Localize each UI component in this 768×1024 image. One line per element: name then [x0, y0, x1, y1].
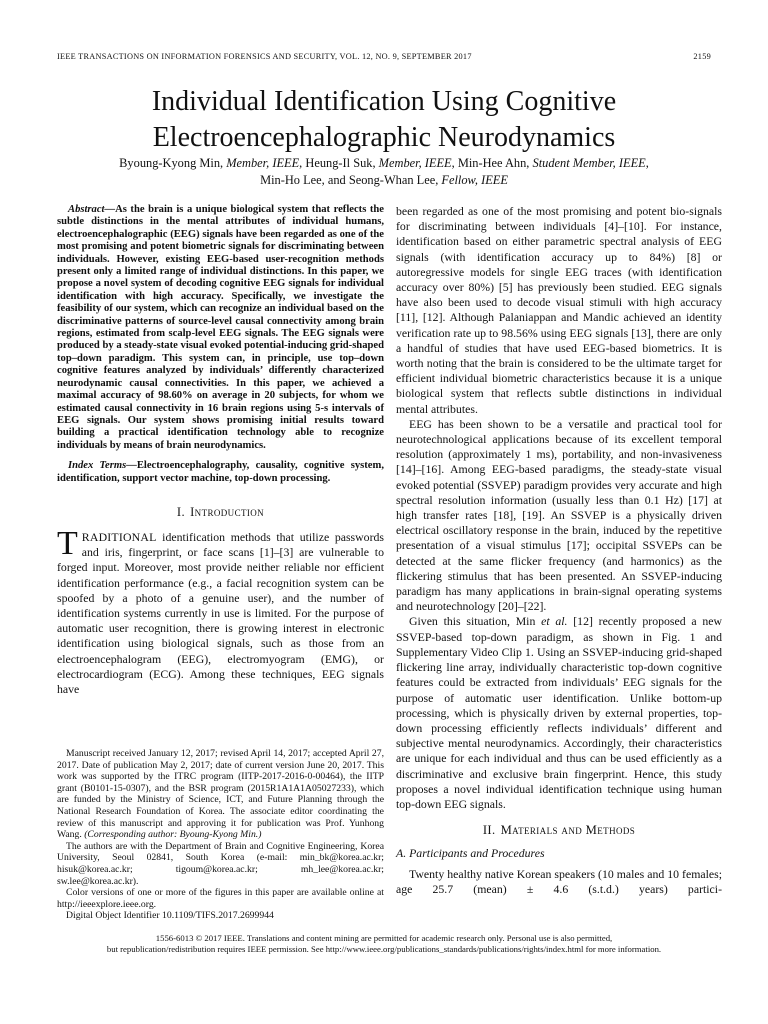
paragraph-eeg-tool: EEG has been shown to be a versatile and practical tool for neurotechnological applications because of its excellent temporal resolution (approximately 1 ms), portability, and non-invasiveness [14]–[16]. Among EEG-based paradigms, the steady-state visual evoked potential (SSVEP) paradigm provides very accurate and high spectral resolution information (usually less than 0.1 Hz) [17] at high transfer rates [18], [19]. An SSVEP is a physically driven electrical oscillatory response in the brain, induced by the repetitive presentation of a visual stimulus [17]; occipital SSVEPs can be detected at the same flicker frequency (and harmonics) as the flickering stimulus that has been presented. An SSVEP-inducing paradigm has many applications in brain-signal operating systems and neurotechnology [20]–[22].: [396, 416, 722, 614]
intro-text: identification methods that utilize passwords and iris, fingerprint, or face scans [1]–[3] are vulnerable to forged input. Moreover, most provide neither reliable nor efficient identification performance (e.g., a facial recognition system can be spoofed by a photo of a genuine user), and the number of identification systems currently in use is limited. For the purpose of automatic user recognition, there is growing interest in electronic identification using biological signals, such as those from an electroencephalogram (EEG), electromyogram (EMG), or electrocardiogram (ECG). Among these techniques, EEG signals have: [57, 529, 384, 696]
paragraph-min-etal: Given this situation, Min et al. [12] recently proposed a new SSVEP-based top-down paradigm, as shown in Fig. 1 and Supplementary Video Clip 1. Using an SSVEP-inducing grid-shaped flickering line array, individually characteristic top-down cognitive features could be extracted from individuals’ EEG signals for the purpose of automatic user identification. Unlike bottom-up processing, which is physically driven by external properties, top-down processing efficiently reflects individuals’ different and subjective mental neurodynamics. Accordingly, their characteristics are unique for each individual and thus can be used efficiently as a discriminative and exclusive brain fingerprint. Hence, this study proposes a novel individual identification technique using human top-down EEG signals.: [396, 614, 723, 811]
section-title: Introduction: [190, 504, 265, 519]
index-terms-label: Index Terms—: [68, 460, 137, 472]
page-number: 2159: [693, 52, 711, 61]
copyright-line-2: but republication/redistribution requires IEEE permission. See http://www.ieee.org/publications_standards/publications/rights/index.html for more information.: [106, 944, 662, 955]
author-line-2: Min-Ho Lee, and Seong-Whan Lee, Fellow, IEEE: [260, 172, 508, 187]
copyright-line-1: 1556-6013 © 2017 IEEE. Translations and content mining are permitted for academic research only. Personal use is also permitted,: [155, 933, 613, 943]
abstract-text: As the brain is a unique biological system that reflects the subtle distinctions in the mental attributes of individual humans, electroencephalographic (EEG) signals have been regarded as one of the most promising and potent biometric signals for discriminating between individuals. However, existing EEG-based user-recognition methods present only a limited range of individual distinctions. In this paper, we propose a novel system of decoding cognitive EEG signals for individual identification with high accuracy. Specifically, we investigate the feasibility of our system, which can recognize an individual based on the discriminative patterns of source-level causal connectivity among brain regions, estimated from scalp-level EEG signals. The EEG signals were produced by a steady-state visual evoked potential-inducing grid-shaped top–down paradigm. This system can, in principle, use top–down cognitive features analyzed by individuals’ differently characterized neurodynamic causal connectivities. In this paper, we achieved a maximal accuracy of 98.60% on average in 20 subjects, for whom we estimated causal connectivity in 16 brain regions using 5-s intervals of EEG signals. Our system shows promising initial results toward building a practical identification technology able to recognize individuals by means of brain neurodynamics.: [57, 204, 384, 451]
section-heading-methods: [396, 823, 722, 838]
journal-name: IEEE TRANSACTIONS ON INFORMATION FORENSICS AND SECURITY, VOL. 12, NO. 9, SEPTEMBER 2017: [57, 52, 472, 61]
paper-title-line-1: Individual Identification Using Cognitive: [151, 86, 617, 117]
section-numeral: I.: [176, 504, 186, 519]
copyright-footer: [0, 933, 768, 956]
intro-lead-word: RADITIONAL: [81, 529, 157, 544]
right-column: [396, 204, 722, 898]
intro-paragraph: [57, 524, 384, 697]
paper-title-line-2: Electroencephalographic Neurodynamics: [152, 122, 616, 153]
abstract: [57, 204, 384, 452]
index-terms: [57, 460, 384, 485]
author-block: [0, 155, 768, 188]
paper-title: [0, 84, 768, 156]
first-page-footnotes: [57, 748, 384, 922]
paragraph-participants: Twenty healthy native Korean speakers (10 males and 10 females; age 25.7 (mean) ± 4.6 (s.t.d.) years) partici-: [396, 867, 722, 897]
left-column: [57, 204, 384, 697]
footnote-doi: Digital Object Identifier 10.1109/TIFS.2017.2699944: [66, 910, 274, 922]
dropcap-letter: T: [57, 524, 78, 562]
footnote-affiliation: The authors are with the Department of Brain and Cognitive Engineering, Korea University, Seoul 02841, South Korea (e-mail: min_bk@korea.ac.kr; hisuk@korea.ac.kr; tigoum@korea.ac.kr; mh_lee@korea.ac.kr; sw.lee@korea.ac.kr).: [57, 840, 384, 887]
index-terms-text: Electroencephalography, causality, cognitive system, identification, support vector machine, top-down processing.: [57, 460, 384, 484]
paragraph-continuation: been regarded as one of the most promising and potent bio-signals for discriminating between individuals [4]–[10]. For instance, identification based on either parametric spectral analysis of EEG signals (with identification accuracy up to 84%) [8] or autoregressive models for single EEG traces (with identification accuracy over 80%) [5] has previously been studied. EEG signals have also been used to decode visual stimuli with high accuracy [11], [12]. Although Palaniappan and Mandic achieved an identity verification rate up to 98.56% using EEG signals [13], there are only a handful of studies that have used EEG-based biometrics. It is worth noting that the brain is considered to be the ultimate target for efficient individual biometric characteristics because it is a unique biological system that reflects subtle distinctions in individual mental attributes.: [396, 204, 722, 416]
footnote-manuscript: Manuscript received January 12, 2017; revised April 14, 2017; accepted April 27, 2017. Date of publication May 2, 2017; date of current version June 20, 2017. This work was supported by the ITRC program (IITP-2017-2016-0-00464), the IITP grant (B0101-15-0307), and the BSR program (2015R1A1A1A05027233), which are funded by the Ministry of Science, ICT, and Future Planning through the National Research Foundation of Korea. The associate editor coordinating the review of this manuscript and approving it for publication was Prof. Yunhong Wang. (Corresponding author: Byoung-Kyong Min.): [57, 748, 384, 841]
footnote-color-versions: Color versions of one or more of the figures in this paper are available online at http://ieeexplore.ieee.org.: [57, 887, 384, 910]
section-title: Materials and Methods: [500, 823, 636, 838]
section-heading-introduction: [57, 505, 384, 520]
abstract-label: Abstract—: [68, 204, 116, 215]
running-head: [57, 52, 711, 61]
subsection-participants: A. Participants and Procedures: [396, 846, 545, 861]
author-line-1: Byoung-Kyong Min, Member, IEEE, Heung-Il Suk, Member, IEEE, Min-Hee Ahn, Student Member, IEEE,: [119, 156, 649, 170]
section-numeral: II.: [482, 823, 496, 838]
